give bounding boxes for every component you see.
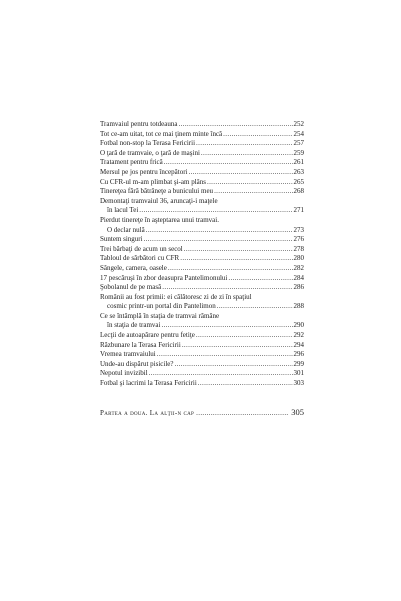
dot-leader (201, 149, 293, 159)
toc-entry-page: 257 (293, 139, 304, 148)
toc-entry (100, 350, 304, 360)
dot-leader (196, 331, 293, 341)
toc-entry-line2 (100, 302, 304, 312)
toc-entry-multiline (100, 216, 304, 235)
toc-entry (100, 264, 304, 274)
toc-entry-title: Fotbal non-stop la Terasa Fericirii (100, 139, 196, 148)
toc-entry (100, 360, 304, 370)
dot-leader (162, 283, 292, 293)
toc-entry-multiline (100, 197, 304, 216)
toc-entry-title: Răzbunare la Terasa Fericirii (100, 340, 181, 349)
dot-leader (182, 341, 293, 351)
dot-leader (144, 235, 293, 245)
toc-entry-title: Şobolanul de pe masă (100, 283, 162, 292)
toc-entry-page: 271 (293, 206, 304, 215)
toc-entry-page: 286 (293, 283, 304, 292)
toc-entry-page: 301 (293, 369, 304, 378)
table-of-contents (100, 120, 304, 389)
toc-entry-page: 290 (293, 321, 304, 330)
toc-entry-page: 268 (293, 187, 304, 196)
toc-entry-title: Sângele, camera, oasele (100, 263, 167, 272)
toc-entry-title-line1: Demontaţi tramvaiul 36, aruncaţi-i maţele (100, 196, 218, 205)
toc-entry-title-line1: Pierdut tinereţe în aşteptarea unui tramvai. (100, 215, 219, 224)
toc-entry (100, 168, 304, 178)
toc-entry-line2 (100, 226, 304, 236)
toc-entry-page: 263 (293, 167, 304, 176)
dot-leader (157, 350, 293, 360)
toc-entry-page: 282 (293, 263, 304, 272)
toc-entry-line2 (100, 321, 304, 331)
toc-entry (100, 130, 304, 140)
toc-entry-title-line2: cosmic printr-un portal din Pantelimon (107, 302, 216, 311)
toc-entry-page: 296 (293, 350, 304, 359)
toc-entry (100, 235, 304, 245)
toc-entry-page: 299 (293, 359, 304, 368)
toc-entry (100, 283, 304, 293)
dot-leader (223, 130, 292, 140)
dot-leader (196, 409, 289, 417)
toc-entry-multiline (100, 312, 304, 331)
toc-entry-page: 280 (293, 254, 304, 263)
toc-entry-page: 254 (293, 129, 304, 138)
toc-entry (100, 274, 304, 284)
toc-entry-title: Tratament pentru frică (100, 158, 163, 167)
toc-entry-title-line1: Ce se întâmplă în staţia de tramvai rămâne (100, 311, 220, 320)
dot-leader (228, 274, 292, 284)
toc-entry (100, 158, 304, 168)
dot-leader (168, 264, 293, 274)
toc-entry-page: 273 (293, 225, 304, 234)
dot-leader (214, 187, 292, 197)
toc-entry-title: Mersul pe jos pentru începători (100, 167, 188, 176)
toc-entry-title: Unde-au dispărut pisicile? (100, 359, 174, 368)
toc-entry-title: Suntem singuri (100, 235, 143, 244)
toc-entry-title: Tot ce-am uitat, tot ce mai ţinem minte încă (100, 129, 223, 138)
dot-leader (179, 120, 293, 130)
toc-entry-page: 265 (293, 177, 304, 186)
part-title: Partea a doua. La alţii-n cap (100, 409, 195, 417)
toc-entry-title-line2: O declar nulă (107, 225, 145, 234)
toc-entry (100, 178, 304, 188)
dot-leader (217, 302, 293, 312)
toc-entry-line2 (100, 206, 304, 216)
toc-entry-page: 294 (293, 340, 304, 349)
toc-entry-title-line2: în lacul Tei (107, 206, 139, 215)
toc-entry-title: Fotbal şi lacrimi la Terasa Fericirii (100, 379, 197, 388)
toc-entry (100, 331, 304, 341)
dot-leader (180, 254, 292, 264)
toc-entry-title: Cu CFR-ul m-am plimbat şi-am plâns (100, 177, 206, 186)
dot-leader (146, 226, 293, 236)
part-page: 305 (291, 407, 304, 417)
toc-entry-page: 261 (293, 158, 304, 167)
toc-entry-page: 252 (293, 120, 304, 128)
dot-leader (196, 139, 292, 149)
toc-entry (100, 245, 304, 255)
toc-entry (100, 379, 304, 389)
toc-entry-multiline (100, 293, 304, 312)
toc-entry-title: Tramvaiul pentru totdeauna (100, 120, 178, 128)
dot-leader (184, 245, 293, 255)
toc-entry-title-line1: Românii au fost primii: ei călătoresc zi de zi în spaţiul (100, 292, 252, 301)
toc-entry (100, 369, 304, 379)
toc-entry-page: 292 (293, 331, 304, 340)
toc-entry-title: Nepotul invizibil (100, 369, 148, 378)
dot-leader (174, 360, 292, 370)
toc-entry (100, 341, 304, 351)
toc-entry-title: Vremea tramvaiului (100, 350, 156, 359)
part-entry (100, 407, 304, 417)
toc-entry (100, 187, 304, 197)
toc-entry-title: Tinereţea fără bătrâneţe a bunicului meu (100, 187, 214, 196)
dot-leader (139, 206, 292, 216)
dot-leader (198, 379, 293, 389)
toc-entry-page: 276 (293, 235, 304, 244)
toc-entry-title: 17 pescăruşi în zbor deasupra Pantelimonului (100, 273, 228, 282)
dot-leader (161, 321, 292, 331)
toc-entry (100, 139, 304, 149)
dot-leader (207, 178, 293, 188)
toc-entry-title: Tabloul de sărbători cu CFR (100, 254, 180, 263)
toc-entry (100, 254, 304, 264)
toc-entry (100, 149, 304, 159)
toc-entry-title: Lecţii de autoapărare pentru fetiţe (100, 331, 195, 340)
toc-entry-page: 288 (293, 302, 304, 311)
dot-leader (188, 168, 292, 178)
toc-entry-title-line2: în staţia de tramvai (107, 321, 161, 330)
toc-entry-page: 278 (293, 244, 304, 253)
toc-entry-page: 259 (293, 148, 304, 157)
toc-entry-page: 284 (293, 273, 304, 282)
toc-entry-title: O ţară de tramvaie, o ţară de maşini (100, 148, 200, 157)
dot-leader (164, 158, 293, 168)
toc-entry (100, 120, 304, 130)
dot-leader (149, 369, 293, 379)
toc-entry-page: 303 (293, 379, 304, 388)
toc-entry-title: Trei bărbaţi de acum un secol (100, 244, 183, 253)
